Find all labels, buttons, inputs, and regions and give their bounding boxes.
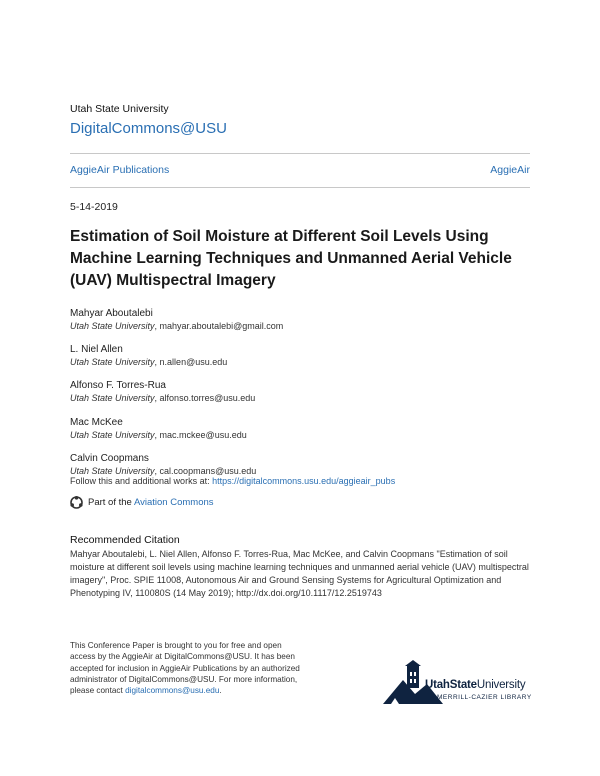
author-email: , cal.coopmans@usu.edu (154, 466, 257, 476)
author-entry (70, 416, 247, 442)
part-of-line (70, 496, 214, 509)
author-entry (70, 379, 255, 405)
follow-line (70, 476, 395, 486)
author-entry (70, 343, 227, 369)
author-email: , mahyar.aboutalebi@gmail.com (154, 321, 284, 331)
collection-url-link[interactable]: https://digitalcommons.usu.edu/aggieair_pubs (212, 476, 396, 486)
notice-text: This Conference Paper is brought to you for free and open access by the AggieAir at DigitalCommons@USU. It has been accepted for inclusion in AggieAir Publications by an authorized administrator of DigitalCommons@USU. For more information, please contact (70, 641, 300, 696)
author-email: , mac.mckee@usu.edu (154, 430, 247, 440)
author-name: Calvin Coopmans (70, 453, 149, 464)
logo-bold: UtahState (425, 679, 477, 691)
author-email: , n.allen@usu.edu (154, 357, 228, 367)
collection-link[interactable]: AggieAir Publications (70, 164, 170, 176)
network-icon (70, 496, 83, 509)
divider (70, 187, 530, 188)
group-link[interactable]: AggieAir (490, 164, 530, 176)
author-entry (70, 307, 283, 333)
author-entry (70, 452, 256, 478)
author-institution: Utah State University (70, 321, 155, 331)
divider (70, 153, 530, 154)
citation-heading: Recommended Citation (70, 534, 180, 546)
publication-date: 5-14-2019 (70, 201, 118, 213)
contact-email-link[interactable]: digitalcommons@usu.edu (125, 686, 220, 696)
author-affiliation (70, 429, 247, 442)
author-email: , alfonso.torres@usu.edu (154, 393, 256, 403)
access-notice (70, 640, 302, 696)
citation-text: Mahyar Aboutalebi, L. Niel Allen, Alfonso F. Torres-Rua, Mac McKee, and Calvin Coopmans "Estimation of soil moisture at different soil levels using machine learning techniques and unmanned aerial vehicle (UAV) multispectral imagery", Proc. SPIE 11008, Autonomous Air and Ground Sensing Systems for Agricultural Optimization and Phenotyping IV, 110080S (14 May 2019); http://dx.doi.org/10.1117/12.2519743 (70, 549, 529, 598)
author-institution: Utah State University (70, 357, 155, 367)
logo-subtitle: MERRILL-CAZIER LIBRARY (437, 694, 532, 701)
university-name: Utah State University (70, 103, 169, 115)
logo-wordmark (425, 679, 525, 691)
document-title: Estimation of Soil Moisture at Different Soil Levels Using Machine Learning Techniques and Unmanned Aerial Vehicle (UAV) Multispectral Imagery (70, 228, 512, 289)
logo-thin: University (476, 679, 526, 691)
aviation-commons-link[interactable]: Aviation Commons (133, 497, 214, 508)
repository-link[interactable]: DigitalCommons@USU (70, 120, 227, 137)
notice-end: . (219, 686, 222, 696)
author-name: Mac McKee (70, 417, 123, 428)
author-institution: Utah State University (70, 430, 155, 440)
author-affiliation (70, 356, 227, 369)
author-name: Alfonso F. Torres-Rua (70, 380, 166, 391)
author-name: L. Niel Allen (70, 344, 123, 355)
part-of-prefix: Part of the (88, 497, 134, 508)
author-affiliation (70, 320, 283, 333)
author-affiliation (70, 392, 255, 405)
author-institution: Utah State University (70, 466, 155, 476)
follow-prefix: Follow this and additional works at: (70, 476, 213, 486)
author-name: Mahyar Aboutalebi (70, 308, 153, 319)
author-institution: Utah State University (70, 393, 155, 403)
